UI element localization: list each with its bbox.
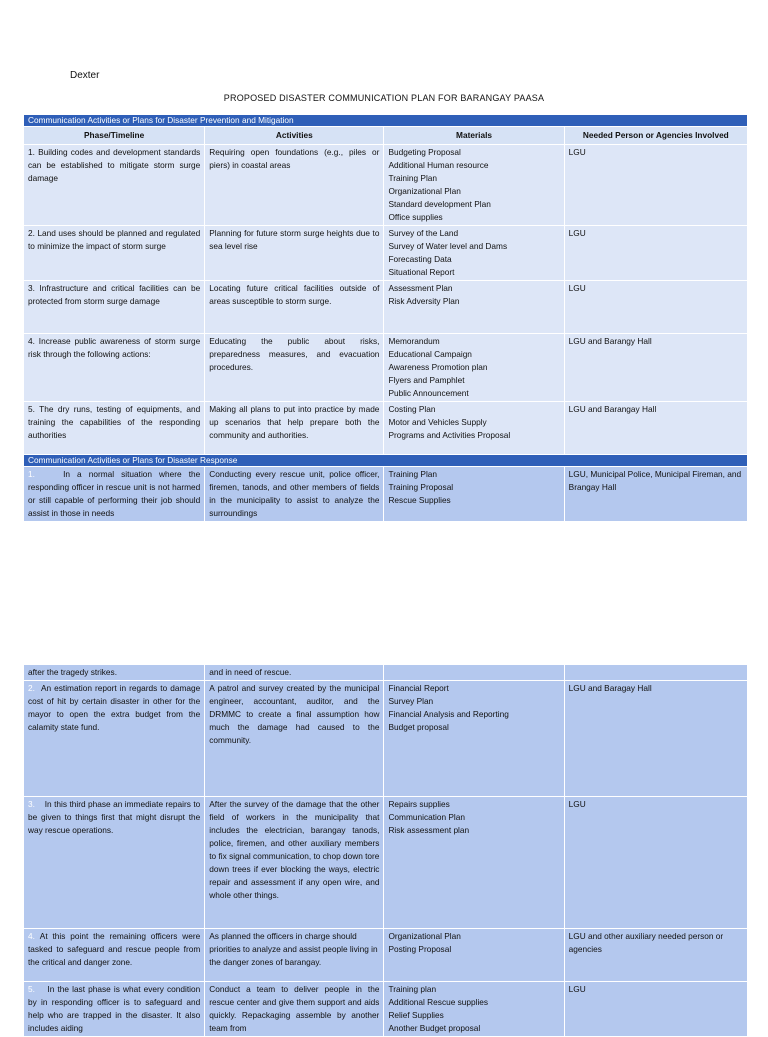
table-row: [24, 929, 747, 981]
material-item: Additional Human resource: [388, 160, 489, 170]
phase-number: 4.: [28, 931, 35, 941]
material-item: Another Budget proposal: [388, 1023, 481, 1033]
activities-cell: Educating the public about risks, preparedness measures, and evacuation procedures.: [205, 334, 383, 401]
agencies-cell: LGU, Municipal Police, Municipal Fireman, and Brangay Hall: [565, 467, 747, 521]
document-title: PROPOSED DISASTER COMMUNICATION PLAN FOR BARANGAY PAASA: [223, 93, 545, 103]
phase-cell: 5. The dry runs, testing of equipments, and training the capabilities of the responding authorities: [24, 402, 204, 454]
material-item: Educational Campaign: [388, 349, 472, 359]
table-row: [24, 467, 747, 521]
material-item: Forecasting Data: [388, 254, 452, 264]
section-title-prevention: Communication Activities or Plans for Disaster Prevention and Mitigation: [24, 115, 747, 126]
activities-cell: Planning for future storm surge heights due to sea level rise: [205, 226, 383, 280]
header-materials: Materials: [384, 127, 563, 144]
phase-text: In this third phase an immediate repairs to be given to things first that might disrupt the way rescue operations.: [28, 799, 201, 835]
activities-cell: [205, 467, 383, 521]
activities-cell: After the survey of the damage that the other field of workers in the municipality that includes the electrician, barangay tanods, police, firemen, and other auxiliary members to fix signal communication, to chop down tore down trees if ever blocking the ways, electric repair and assessment if any open wire, and whole other things.: [205, 797, 383, 928]
material-item: Standard development Plan: [388, 199, 491, 209]
table-row: [24, 797, 747, 928]
material-item: Relief Supplies: [388, 1010, 444, 1020]
header-agencies: Needed Person or Agencies Involved: [565, 127, 747, 144]
material-item: Training Proposal: [388, 482, 454, 492]
phase-text: At this point the remaining officers were tasked to safeguard and rescue people from the critical and danger zone.: [28, 931, 201, 967]
phase-cell: [24, 467, 204, 521]
header-phase: Phase/Timeline: [24, 127, 204, 144]
phase-cell: [24, 929, 204, 981]
material-item: Organizational Plan: [388, 931, 461, 941]
agencies-cell: [565, 665, 747, 680]
material-item: Costing Plan: [388, 404, 436, 414]
material-item: Training Plan: [388, 173, 438, 183]
material-item: Motor and Vehicles Supply: [388, 417, 487, 427]
material-item: Additional Rescue supplies: [388, 997, 489, 1007]
material-item: Repairs supplies: [388, 799, 450, 809]
agencies-cell: LGU and Baragay Hall: [565, 681, 747, 796]
phase-number: 2.: [28, 683, 35, 693]
agencies-cell: LGU: [565, 145, 747, 225]
material-item: Situational Report: [388, 267, 455, 277]
materials-cell: [384, 681, 563, 796]
phase-cell: [24, 681, 204, 796]
author-name: Dexter: [70, 70, 100, 81]
material-item: Programs and Activities Proposal: [388, 430, 511, 440]
phase-text: An estimation report in regards to damage cost of hit by certain disaster in other for the mayor to open the extra budget from the calamity state fund.: [28, 683, 201, 732]
material-item: Memorandum: [388, 336, 440, 346]
section-title-response: Communication Activities or Plans for Disaster Response: [24, 455, 747, 466]
materials-cell: [384, 982, 563, 1036]
phase-cell: [24, 982, 204, 1036]
material-item: Survey of Water level and Dams: [388, 241, 508, 251]
phase-cell: [24, 797, 204, 928]
activities-text: Conducting every rescue unit, police officer, firemen, tanods, and other members of fields in the municipality to assist to analyze the surroundings: [209, 469, 380, 518]
phase-cell: 2. Land uses should be planned and regulated to minimize the impact of storm surge: [24, 226, 204, 280]
material-item: Organizational Plan: [388, 186, 461, 196]
header-activities: Activities: [205, 127, 383, 144]
table-row: [24, 334, 747, 401]
material-item: Budget proposal: [388, 722, 449, 732]
material-item: Office supplies: [388, 212, 443, 222]
materials-cell: [384, 929, 563, 981]
material-item: Survey of the Land: [388, 228, 459, 238]
material-item: Public Announcement: [388, 388, 469, 398]
phase-cell: 1. Building codes and development standards can be established to mitigate storm surge damage: [24, 145, 204, 225]
table-row: [24, 982, 747, 1036]
materials-cell: [384, 467, 563, 521]
materials-cell: [384, 402, 563, 454]
activities-cell: [205, 982, 383, 1036]
material-item: Posting Proposal: [388, 944, 452, 954]
agencies-cell: LGU: [565, 797, 747, 928]
agencies-cell: LGU and Barangay Hall: [565, 402, 747, 454]
agencies-cell: LGU: [565, 982, 747, 1036]
materials-cell: [384, 281, 563, 333]
materials-cell: [384, 145, 563, 225]
table-row-continuation: [24, 665, 747, 680]
material-item: Training plan: [388, 984, 437, 994]
table-row: [24, 281, 747, 333]
agencies-cell: LGU and other auxiliary needed person or agencies: [565, 929, 747, 981]
phase-cell: 3. Infrastructure and critical facilities can be protected from storm surge damage: [24, 281, 204, 333]
activities-text: Conduct a team to deliver people in the rescue center and give them support and aids quickly. Repackaging assemble by another team from: [209, 984, 380, 1033]
table-row: [24, 402, 747, 454]
agencies-cell: LGU: [565, 281, 747, 333]
phase-text: In the last phase is what every condition by in responding officer is to safeguard and help who are trapped in the disaster. It also includes aiding: [28, 984, 201, 1033]
activities-cell: Making all plans to put into practice by made up scenarios that help prepare both the community and authorities.: [205, 402, 383, 454]
plan-table-page-1: [23, 114, 748, 522]
material-item: Budgeting Proposal: [388, 147, 461, 157]
materials-cell: [384, 665, 563, 680]
phase-number: 5.: [28, 984, 35, 994]
activities-cell: As planned the officers in charge should priorities to analyze and assist people living in the danger zones of barangay.: [205, 929, 383, 981]
activities-cell: Locating future critical facilities outside of areas susceptible to storm surge.: [205, 281, 383, 333]
material-item: Survey Plan: [388, 696, 434, 706]
material-item: Risk assessment plan: [388, 825, 470, 835]
material-item: Communication Plan: [388, 812, 465, 822]
phase-cell: 4. Increase public awareness of storm surge risk through the following actions:: [24, 334, 204, 401]
material-item: Rescue Supplies: [388, 495, 451, 505]
material-item: Financial Analysis and Reporting: [388, 709, 509, 719]
material-item: Awareness Promotion plan: [388, 362, 488, 372]
material-item: Financial Report: [388, 683, 449, 693]
phase-number: 3.: [28, 799, 35, 809]
activities-cell: and in need of rescue.: [205, 665, 383, 680]
table-row: [24, 226, 747, 280]
material-item: Flyers and Pamphlet: [388, 375, 465, 385]
plan-table-page-2: [23, 664, 748, 1037]
materials-cell: [384, 226, 563, 280]
agencies-cell: LGU: [565, 226, 747, 280]
materials-cell: [384, 334, 563, 401]
phase-cell: after the tragedy strikes.: [24, 665, 204, 680]
table-row: [24, 145, 747, 225]
table-row: [24, 681, 747, 796]
material-item: Training Plan: [388, 469, 438, 479]
material-item: Assessment Plan: [388, 283, 453, 293]
activities-cell: Requiring open foundations (e.g., piles or piers) in coastal areas: [205, 145, 383, 225]
agencies-cell: LGU and Barangy Hall: [565, 334, 747, 401]
activities-cell: A patrol and survey created by the municipal engineer, accountant, auditor, and the DRMMC to create a final assumption how much the damage had caused to the community.: [205, 681, 383, 796]
material-item: Risk Adversity Plan: [388, 296, 460, 306]
materials-cell: [384, 797, 563, 928]
phase-number: 1.: [28, 469, 35, 479]
phase-text: In a normal situation where the responding officer in rescue unit is not harmed or still capable of performing their job should assist in those in needs: [28, 469, 201, 518]
